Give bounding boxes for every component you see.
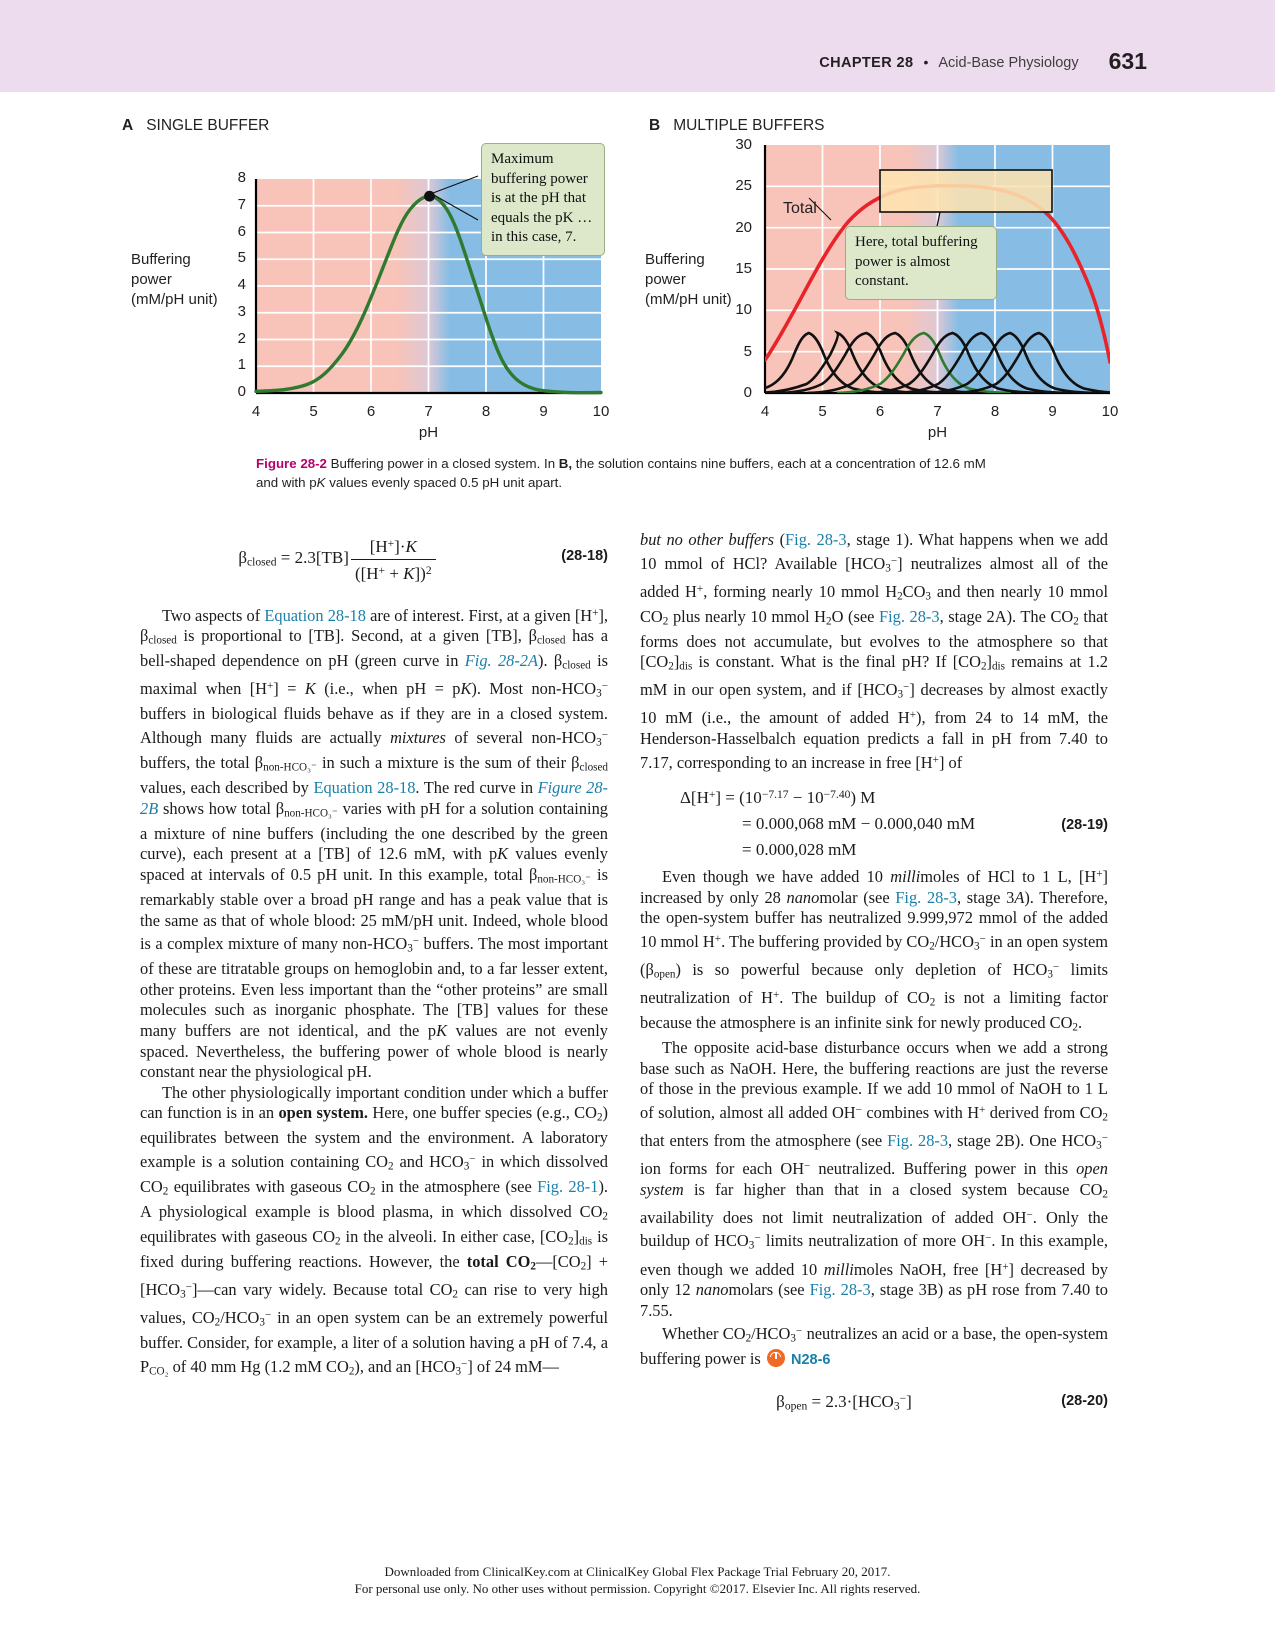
panel-b-ytick-15: 15 [735, 260, 752, 277]
panel-a-ytick-6: 6 [237, 222, 246, 240]
equation-28-19-line-2: = 0.000,068 mM − 0.000,040 mM (28-19) [640, 814, 1108, 835]
panel-b-label: B MULTIPLE BUFFERS [649, 117, 825, 134]
link-fig-28-3-a[interactable]: Fig. 28-3 [785, 530, 847, 549]
footer-line-1: Downloaded from ClinicalKey.com at ClinicalKey Global Flex Package Trial February 20, 2017. [384, 1564, 891, 1579]
panel-b-xtick-10: 10 [1101, 403, 1119, 420]
panel-b-ytick-0: 0 [743, 384, 752, 401]
running-head [819, 46, 1147, 73]
left-paragraph-1: Two aspects of Equation 28-18 are of interest. First, at a given [H+], $\beta_{closed}$ is proportional to [TB]. Second, at a given [TB], $\beta_{closed}$ has a bell-shaped dependence on pH (green curve in Fig. 28-2A). $\beta_{closed}$ is maximal when [H+] = K (i.e., when pH = pK). Most non-$HCO_3^-$ buffers in biological fluids behave as if they are in a closed system. Although many fluids are actually mixtures of several non-$HCO_3^-$ buffers, the total $\beta_{non-HCO_3^-}$ in such a mixture is the sum of their $\beta_{closed}$ values, each described by Equation 28-18. The red curve in Figure 28-2B shows how total $\beta_{non-HCO_3^-}$ varies with pH for a solution containing a mixture of nine buffers (including the one described by the green curve), each present at a [TB] of 12.6 mM, with pK values evenly spaced at intervals of 0.5 pH unit. In this example, total $\beta_{non-HCO_3^-}$ is remarkably stable over a broad pH range and has a peak value that is the same as that of whole blood: 25 mM/pH unit. Indeed, whole blood is a complex mixture of many non-$HCO_3^-$ buffers. The most important of these are titratable groups on hemoglobin and, to a far lesser extent, other proteins. Even less important than the “other proteins” are small molecules such as inorganic phosphate. The [TB] values for these many buffers are not identical, and the pK values are not evenly spaced. Nevertheless, the buffering power of whole blood is nearly constant near the physiological pH. [140, 605, 609, 1082]
right-paragraph-1: but no other buffers (Fig. 28-3, stage 1). What happens when we add 10 mmol of HCl? Available $[HCO_3^-]$ neutralizes almost all of the added H+, forming nearly 10 mmol $H_2CO_3$ and then nearly 10 mmol $CO_2$ plus nearly 10 mmol $H_2O$ (see Fig. 28-3, stage 2A). The $CO_2$ that forms does not accumulate, but evolves to the atmosphere so that $[CO_2]_{dis}$ is constant. What is the final pH? If $[CO_2]_{dis}$ remains at 1.2 mM in our open system, and if $[HCO_3^-]$ decreases by almost exactly 10 mM (i.e., the amount of added H+), from 24 to 14 mM, the Henderson-Hasselbalch equation predicts a fall in pH from 7.40 to 7.17, corresponding to an increase in free [H+] of [640, 530, 1109, 772]
left-paragraph-2: The other physiologically important condition under which a buffer can function is in an open system. Here, one buffer species (e.g., $CO_2$) equilibrates between the system and the environment. A laboratory example is a solution containing $CO_2$ and $HCO_3^-$ in which dissolved $CO_2$ equilibrates with gaseous $CO_2$ in the atmosphere (see Fig. 28-1). A physiological example is blood plasma, in which dissolved $CO_2$ equilibrates with gaseous $CO_2$ in the alveoli. In either case, $[CO_2]_{dis}$ is fixed during buffering reactions. However, the total $CO_2—[CO_2]$ + $[HCO_3^-]—can$ vary widely. Because total $CO_2$ can rise to very high values, $CO_2/HCO_3^-$ in an open system can be an extremely powerful buffer. Consider, for example, a liter of a solution having a pH of 7.4, a $P_{CO_2}$ of 40 mm Hg (1.2 mM $CO_2$), and an $[HCO_3^-]$ of 24 mM— [140, 1082, 608, 1378]
link-fig-28-3-c[interactable]: Fig. 28-3 [895, 887, 957, 907]
panel-b-xtick-5: 5 [818, 403, 827, 420]
panel-a-ytick-3: 3 [237, 302, 246, 320]
right-paragraph-2: Even though we have added 10 millimoles of HCl to 1 L, [H+] increased by only 28 nanomolar (see Fig. 28-3, stage 3A). Therefore, the open-system buffer has neutralized 9.999,972 mmol of the added 10 mmol H+. The buffering provided by $CO_2/HCO_3^-$ in an open system $(\beta_{open})$ is so powerful because only depletion of $HCO_3^-$ limits neutralization of H+. The buildup of $CO_2$ is not a limiting factor because the atmosphere is an infinite sink for newly produced $CO_2$. [640, 867, 1109, 1034]
equation-28-19 [640, 785, 1108, 860]
right-text-column [640, 530, 1108, 1429]
panel-b-ytick-30: 30 [735, 136, 752, 153]
link-equation-28-18[interactable]: Equation 28-18 [264, 605, 366, 625]
panel-a-xtick-10: 10 [592, 403, 610, 420]
panel-a-ytick-2: 2 [237, 329, 246, 347]
link-fig-28-3-d[interactable]: Fig. 28-3 [887, 1131, 949, 1151]
panel-b-xtick-7: 7 [933, 403, 942, 420]
panel-a-ytick-8: 8 [237, 169, 246, 186]
panel-a-label: A SINGLE BUFFER [122, 117, 270, 134]
figure-number: Figure 28-2 [256, 456, 327, 471]
panel-b-ytick-25: 25 [735, 177, 752, 195]
equation-28-18-number: (28-18) [561, 548, 608, 564]
link-fig-28-1[interactable]: Fig. 28-1 [537, 1177, 599, 1197]
panel-b-y-axis-title: Buffering power (mM/pH unit) [645, 251, 732, 308]
panel-a-xtick-8: 8 [481, 403, 491, 420]
panel-a-xtick-5: 5 [309, 403, 318, 420]
panel-b-total-label: Total [783, 200, 817, 217]
panel-a-x-axis-label: pH [418, 424, 439, 441]
chapter-number: CHAPTER 28 [819, 55, 914, 71]
page-footer [0, 1563, 1275, 1597]
panel-a-xtick-4: 4 [251, 403, 261, 420]
equation-28-20: $\beta_{open} = 2.3\cdot[HCO_3^-]$ (28-20) [776, 1391, 1108, 1413]
figure-caption: Figure 28-2 Buffering power in a closed system. In B, the solution contains nine buffers, each at a concentration of 12.6 mM and with pK values evenly spaced 0.5 pH unit apart. [256, 456, 986, 490]
note-badge-icon [767, 1349, 785, 1367]
panel-b-xtick-9: 9 [1048, 403, 1057, 420]
chapter-title: Acid-Base Physiology [938, 55, 1079, 71]
panel-b-callout: Here, total buffering power is almost constant. [845, 226, 997, 300]
note-link-n28-6[interactable]: N28-6 [790, 1352, 831, 1369]
panel-a-ytick-4: 4 [237, 276, 246, 293]
panel-a-letter: A [122, 117, 134, 134]
link-equation-28-18-b[interactable]: Equation 28-18 [313, 778, 416, 798]
footer-line-2: For personal use only. No other uses without permission. Copyright ©2017. Elsevier Inc. All rights reserved. [354, 1581, 921, 1596]
right-paragraph-3: The opposite acid-base disturbance occurs when we add a strong base such as NaOH. Here, the buffering reactions are just the reverse of those in the previous example. If we add 10 mmol of NaOH to 1 L of solution, almost all added OH− combines with H+ derived from $CO_2$ that enters from the atmosphere (see Fig. 28-3, stage 2B). One $HCO_3^-$ ion forms for each OH− neutralized. Buffering power in this open system is far higher than that in a closed system because $CO_2$ availability does not limit neutralization of added OH−. Only the buildup of $HCO_3^-$ limits neutralization of more OH−. In this example, even though we added 10 millimoles NaOH, free [H+] decreased by only 12 nanomolars (see Fig. 28-3, stage 3B) as pH rose from 7.40 to 7.55. [640, 1038, 1109, 1320]
equation-28-19-number: (28-19) [1061, 817, 1108, 834]
panel-a-xtick-7: 7 [424, 403, 433, 420]
equation-28-19-line-1: $\Delta[H^+] = (10^{-7.17} - 10^{-7.40})$ M [680, 788, 876, 808]
panel-a-xtick-9: 9 [539, 403, 548, 420]
panel-b-ytick-10: 10 [735, 301, 752, 319]
panel-b-ytick-5: 5 [743, 342, 752, 360]
figure-28-2 [0, 100, 1275, 500]
right-paragraph-4: Whether $CO_2/HCO_3^-$ neutralizes an acid or a base, the open-system buffering power is N28-6 [640, 1324, 1108, 1369]
page-number: 631 [1108, 48, 1147, 74]
left-text-column [140, 530, 608, 1382]
panel-b-ytick-20: 20 [735, 218, 752, 236]
panel-a-ytick-7: 7 [237, 195, 246, 213]
equation-28-20-number: (28-20) [1061, 1392, 1108, 1409]
runhead-separator: • [923, 54, 929, 70]
panel-b-xtick-8: 8 [990, 403, 1000, 420]
panel-a-ytick-0: 0 [237, 383, 246, 400]
panel-a-y-axis-title: Buffering power (mM/pH unit) [131, 251, 218, 308]
running-head-band [0, 0, 1275, 92]
link-fig-28-3-b[interactable]: Fig. 28-3 [879, 606, 940, 626]
panel-a-xtick-6: 6 [366, 403, 376, 420]
link-figure-28-2b[interactable]: Figure 28-2B [140, 778, 609, 818]
link-fig-28-2a[interactable]: Fig. 28-2A [464, 651, 539, 671]
panel-b-letter: B [649, 117, 661, 134]
equation-28-18: $\beta_{closed} = 2.3[TB]$ $\frac{[H^+]\cdot K}{([H^+ + K])^2}$ (28-18) [140, 534, 608, 585]
panel-b-xtick-6: 6 [875, 403, 885, 420]
equation-28-19-line-3: = 0.000,028 mM [742, 839, 857, 859]
panel-a-ytick-1: 1 [237, 356, 246, 374]
panel-b-x-axis-label: pH [927, 424, 948, 441]
link-fig-28-3-e[interactable]: Fig. 28-3 [809, 1280, 871, 1300]
panel-a-callout: Maximum buffering power is at the pH that equals the pK … in this case, 7. [481, 143, 605, 256]
caption-bold-b: B, [558, 456, 573, 471]
panel-b-xtick-4: 4 [760, 403, 770, 420]
panel-a-ytick-5: 5 [237, 249, 246, 267]
